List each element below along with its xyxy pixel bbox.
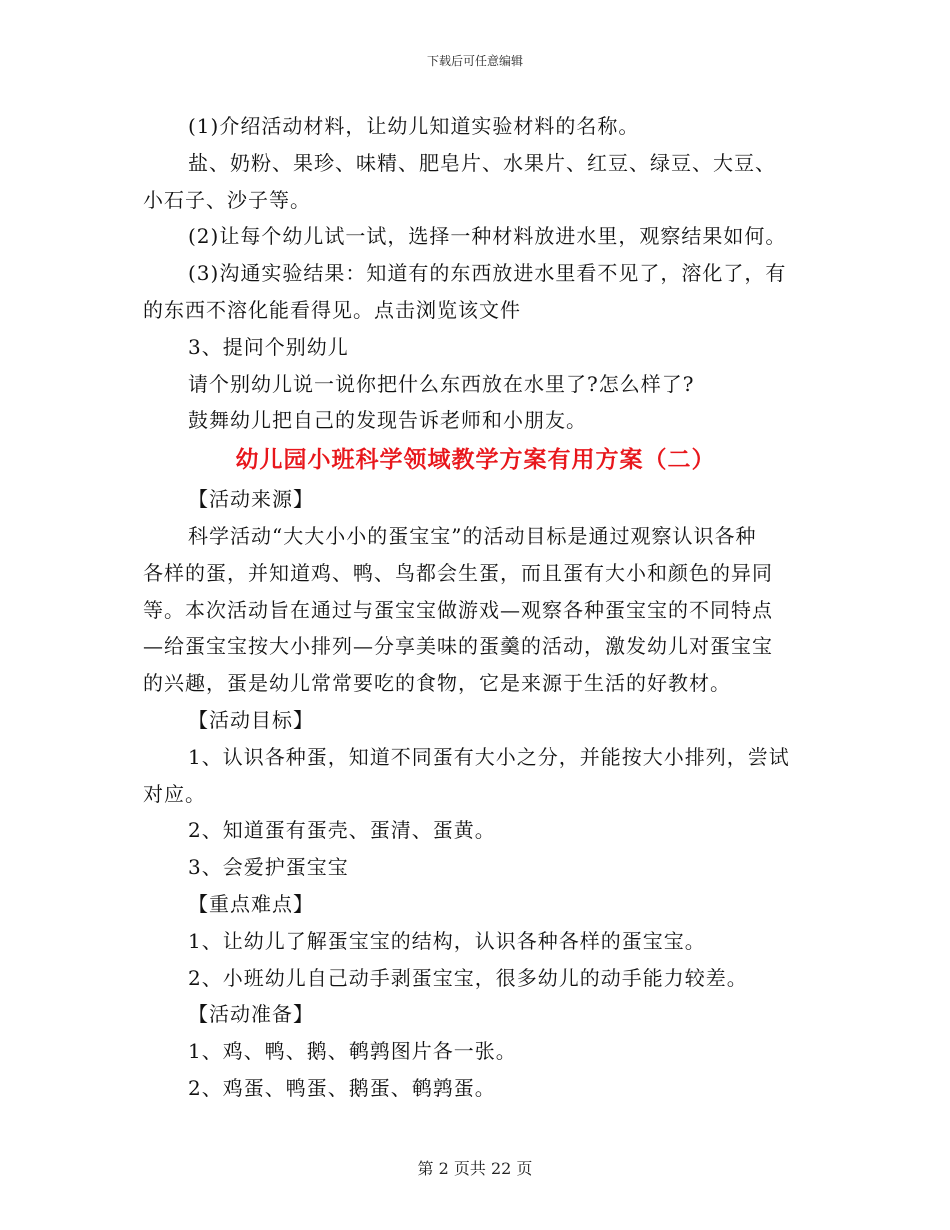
paragraph-block-1 (143, 108, 808, 439)
text-line: 对应。 (143, 781, 206, 806)
text-line: —给蛋宝宝按大小排列—分享美味的蛋羹的活动，激发幼儿对蛋宝宝 (143, 634, 773, 659)
text-line: 鼓舞幼儿把自己的发现告诉老师和小朋友。 (188, 408, 587, 433)
text-line: 1、让幼儿了解蛋宝宝的结构，认识各种各样的蛋宝宝。 (188, 928, 706, 953)
text-line: 2、知道蛋有蛋壳、蛋清、蛋黄。 (188, 818, 496, 843)
page-header: 下载后可任意编辑 (426, 54, 523, 68)
text-line: 【重点难点】 (188, 891, 314, 916)
text-line: (2)让每个幼儿试一试，选择一种材料放进水里，观察结果如何。 (188, 224, 787, 249)
text-line: 【活动准备】 (188, 1002, 314, 1027)
text-line: 1、鸡、鸭、鹅、鹌鹑图片各一张。 (188, 1039, 517, 1064)
text-line: 小石子、沙子等。 (143, 187, 311, 212)
text-line: 3、提问个别幼儿 (188, 334, 349, 359)
text-line: 1、认识各种蛋，知道不同蛋有大小之分，并能按大小排列，尝试 (188, 744, 790, 769)
text-line: 3、会爱护蛋宝宝 (188, 855, 349, 880)
document-body (143, 108, 808, 1107)
text-line: (3)沟通实验结果：知道有的东西放进水里看不见了，溶化了，有 (188, 261, 787, 286)
text-line: 盐、奶粉、果珍、味精、肥皂片、水果片、红豆、绿豆、大豆、 (188, 150, 776, 175)
paragraph-block-2 (143, 481, 808, 1107)
text-line: 【活动目标】 (188, 707, 314, 732)
text-line: (1)介绍活动材料，让幼儿知道实验材料的名称。 (188, 114, 640, 138)
text-line: 的东西不溶化能看得见。点击浏览该文件 (143, 297, 521, 322)
page-footer: 第 2 页共 22 页 (417, 1159, 533, 1178)
text-line: 科学活动“大大小小的蛋宝宝”的活动目标是通过观察认识各种 (188, 523, 757, 548)
text-line: 2、小班幼儿自己动手剥蛋宝宝，很多幼儿的动手能力较差。 (188, 965, 748, 990)
text-line: 请个别幼儿说一说你把什么东西放在水里了?怎么样了? (188, 371, 695, 396)
text-line: 等。本次活动旨在通过与蛋宝宝做游戏—观察各种蛋宝宝的不同特点 (143, 597, 773, 622)
text-line: 各样的蛋，并知道鸡、鸭、鸟都会生蛋，而且蛋有大小和颜色的异同 (143, 560, 773, 585)
text-line: 【活动来源】 (188, 487, 314, 512)
text-line: 的兴趣，蛋是幼儿常常要吃的食物，它是来源于生活的好教材。 (143, 671, 731, 696)
text-line: 2、鸡蛋、鸭蛋、鹅蛋、鹌鹑蛋。 (188, 1075, 496, 1100)
section-title: 幼儿园小班科学领域教学方案有用方案（二） (235, 446, 716, 474)
